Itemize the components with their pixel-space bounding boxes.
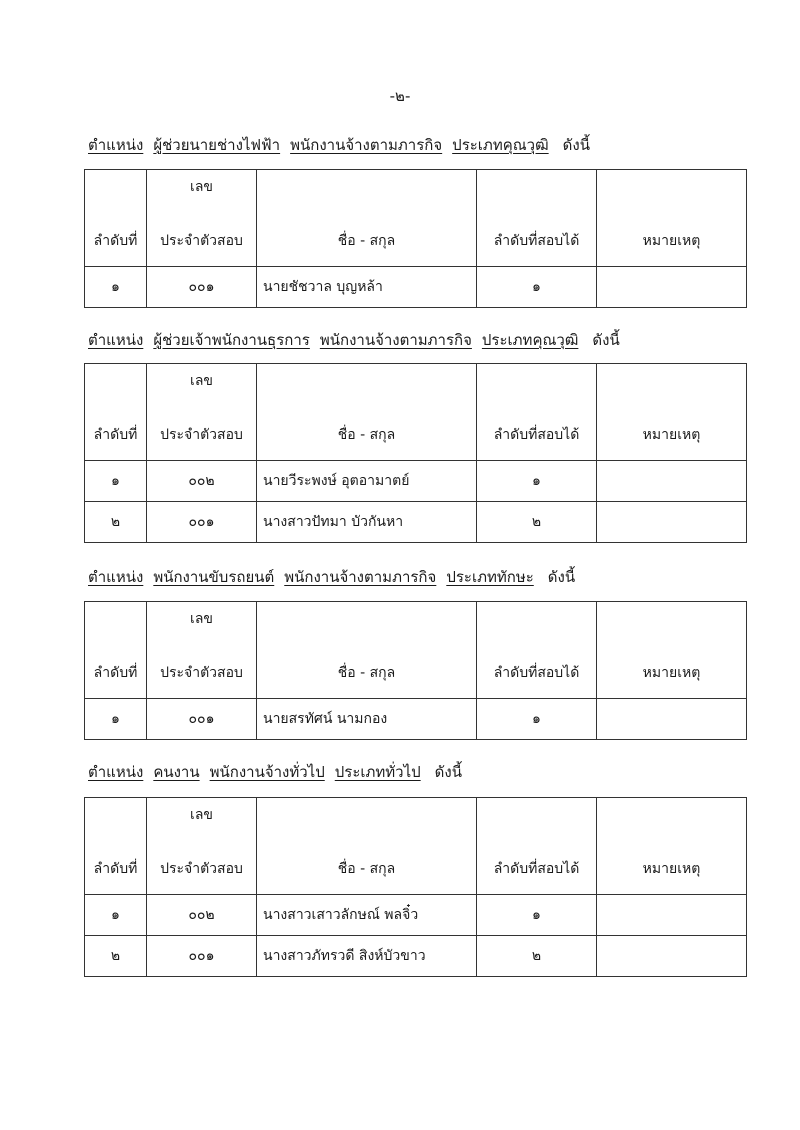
- employee-type: พนักงานจ้างตามภารกิจ: [319, 331, 472, 349]
- cell-exam-id: ๐๐๑: [147, 502, 257, 543]
- header-order: ลำดับที่: [85, 602, 147, 699]
- table-row: [85, 267, 747, 308]
- section-label: ตำแหน่ง: [88, 568, 144, 586]
- section-label: ตำแหน่ง: [88, 763, 144, 781]
- table-header-row: [85, 798, 747, 895]
- header-name: ชื่อ - สกุล: [257, 170, 477, 267]
- header-exam-id: [147, 798, 257, 895]
- cell-name: นายวีระพงษ์ อุตอามาตย์: [257, 461, 477, 502]
- cell-remark: [597, 699, 747, 740]
- position-title: ผู้ช่วยนายช่างไฟฟ้า: [153, 136, 281, 154]
- table-row: [85, 699, 747, 740]
- results-table-4: [84, 797, 747, 977]
- cell-name: นางสาวเสาวลักษณ์ พลจิ๋ว: [257, 895, 477, 936]
- cell-name: นายสรทัศน์ นามกอง: [257, 699, 477, 740]
- header-name: ชื่อ - สกุล: [257, 798, 477, 895]
- header-exam-id-top: เลข: [190, 179, 213, 195]
- header-remark: หมายเหตุ: [597, 170, 747, 267]
- cell-exam-id: ๐๐๑: [147, 267, 257, 308]
- header-order: ลำดับที่: [85, 798, 147, 895]
- table-row: [85, 461, 747, 502]
- cell-rank: ๑: [477, 699, 597, 740]
- results-table-3: [84, 601, 747, 740]
- header-rank: ลำดับที่สอบได้: [477, 602, 597, 699]
- employee-type: พนักงานจ้างทั่วไป: [209, 763, 325, 781]
- cell-order: ๑: [85, 699, 147, 740]
- section-heading-2: [88, 328, 620, 352]
- heading-suffix: ดังนี้: [592, 331, 620, 349]
- cell-exam-id: ๐๐๒: [147, 895, 257, 936]
- cell-name: นายชัชวาล บุญหล้า: [257, 267, 477, 308]
- cell-order: ๒: [85, 936, 147, 977]
- table-header-row: [85, 602, 747, 699]
- employee-type: พนักงานจ้างตามภารกิจ: [290, 136, 443, 154]
- cell-exam-id: ๐๐๒: [147, 461, 257, 502]
- cell-remark: [597, 461, 747, 502]
- header-rank: ลำดับที่สอบได้: [477, 170, 597, 267]
- cell-exam-id: ๐๐๑: [147, 699, 257, 740]
- header-order: ลำดับที่: [85, 364, 147, 461]
- table-header-row: [85, 364, 747, 461]
- cell-rank: ๑: [477, 267, 597, 308]
- position-title: ผู้ช่วยเจ้าพนักงานธุรการ: [153, 331, 310, 349]
- section-heading-4: [88, 760, 462, 784]
- cell-order: ๑: [85, 267, 147, 308]
- header-exam-id: [147, 364, 257, 461]
- section-label: ตำแหน่ง: [88, 136, 144, 154]
- section-heading-1: [88, 133, 590, 157]
- header-name: ชื่อ - สกุล: [257, 602, 477, 699]
- cell-remark: [597, 895, 747, 936]
- employee-category: ประเภทคุณวุฒิ: [452, 136, 549, 154]
- header-exam-id-bottom: ประจำตัวสอบ: [160, 665, 243, 681]
- section-label: ตำแหน่ง: [88, 331, 144, 349]
- table-header-row: [85, 170, 747, 267]
- employee-type: พนักงานจ้างตามภารกิจ: [284, 568, 437, 586]
- cell-remark: [597, 267, 747, 308]
- position-title: พนักงานขับรถยนต์: [153, 568, 275, 586]
- header-rank: ลำดับที่สอบได้: [477, 364, 597, 461]
- cell-rank: ๑: [477, 461, 597, 502]
- cell-remark: [597, 936, 747, 977]
- cell-rank: ๒: [477, 502, 597, 543]
- cell-order: ๑: [85, 895, 147, 936]
- cell-name: นางสาวปัทมา บัวกันหา: [257, 502, 477, 543]
- header-exam-id-top: เลข: [190, 611, 213, 627]
- header-order: ลำดับที่: [85, 170, 147, 267]
- heading-suffix: ดังนี้: [434, 763, 462, 781]
- header-exam-id-top: เลข: [190, 807, 213, 823]
- header-name: ชื่อ - สกุล: [257, 364, 477, 461]
- heading-suffix: ดังนี้: [562, 136, 590, 154]
- page-number: -๒-: [389, 87, 411, 105]
- results-table-1: [84, 169, 747, 308]
- heading-suffix: ดังนี้: [547, 568, 576, 586]
- cell-rank: ๑: [477, 895, 597, 936]
- header-exam-id: [147, 602, 257, 699]
- cell-order: ๑: [85, 461, 147, 502]
- table-row: [85, 936, 747, 977]
- table-row: [85, 895, 747, 936]
- header-exam-id-bottom: ประจำตัวสอบ: [160, 427, 243, 443]
- table-row: [85, 502, 747, 543]
- results-table-2: [84, 363, 747, 543]
- cell-name: นางสาวภัทรวดี สิงห์บัวขาว: [257, 936, 477, 977]
- header-exam-id-bottom: ประจำตัวสอบ: [160, 233, 243, 249]
- employee-category: ประเภททักษะ: [446, 568, 534, 586]
- cell-order: ๒: [85, 502, 147, 543]
- cell-rank: ๒: [477, 936, 597, 977]
- header-remark: หมายเหตุ: [597, 364, 747, 461]
- header-remark: หมายเหตุ: [597, 602, 747, 699]
- header-remark: หมายเหตุ: [597, 798, 747, 895]
- header-rank: ลำดับที่สอบได้: [477, 798, 597, 895]
- position-title: คนงาน: [153, 763, 200, 781]
- cell-remark: [597, 502, 747, 543]
- header-exam-id-top: เลข: [190, 373, 213, 389]
- employee-category: ประเภทคุณวุฒิ: [481, 331, 579, 349]
- section-heading-3: [88, 565, 575, 589]
- employee-category: ประเภททั่วไป: [334, 763, 421, 781]
- header-exam-id: [147, 170, 257, 267]
- cell-exam-id: ๐๐๑: [147, 936, 257, 977]
- header-exam-id-bottom: ประจำตัวสอบ: [160, 861, 243, 877]
